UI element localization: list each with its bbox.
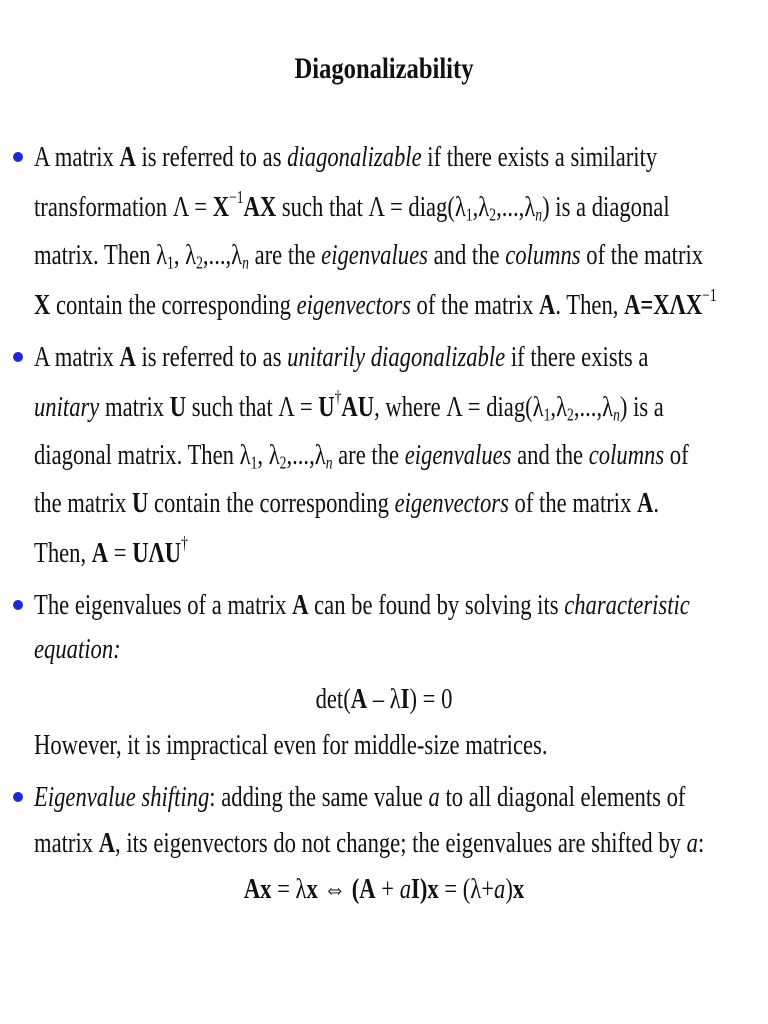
bold-symbol: A: [350, 683, 368, 715]
subscript: 1: [465, 204, 473, 225]
text-run: .: [653, 487, 660, 519]
bold-symbol: A: [98, 827, 116, 859]
italic-term: eigenvectors: [394, 487, 509, 519]
text-run: contain the corresponding: [50, 289, 297, 321]
text-run: if there exists a similarity: [421, 141, 658, 173]
text-run: , λ: [173, 239, 197, 271]
text-line: [34, 238, 703, 272]
text-line: [34, 186, 670, 225]
text-run: of the matrix: [508, 487, 638, 519]
text-run: ,...,λ: [286, 439, 326, 471]
italic-term: a: [686, 827, 698, 859]
text-run: = λ: [271, 873, 307, 905]
bold-symbol: (A: [351, 873, 376, 905]
text-run: ,...,λ: [496, 191, 536, 223]
bold-symbol: A: [119, 141, 136, 173]
text-run: ): [505, 873, 513, 905]
text-line: [34, 632, 121, 666]
subscript: n: [325, 452, 333, 473]
text-line: [34, 826, 704, 860]
bold-symbol: X: [34, 289, 51, 321]
text-run: are the: [332, 439, 405, 471]
text-run: ,...,λ: [573, 391, 614, 423]
text-run: such that Λ =: [186, 391, 319, 423]
bold-symbol: X: [212, 191, 230, 223]
italic-term: a: [494, 873, 506, 905]
bold-symbol: x: [512, 873, 525, 905]
italic-term: characteristic: [564, 589, 690, 621]
text-run: =: [108, 537, 133, 569]
text-run: ,λ: [472, 191, 490, 223]
text-line: [34, 386, 664, 425]
text-run: det(: [315, 683, 351, 715]
subscript: n: [242, 252, 249, 273]
text-run: such that Λ = diag(λ: [276, 191, 466, 223]
text-line: [34, 140, 657, 174]
text-run: to all diagonal elements of: [439, 781, 686, 813]
italic-term: a: [428, 781, 440, 813]
text-line: [34, 728, 548, 762]
slide-title: Diagonalizability: [294, 52, 474, 85]
text-line: [34, 532, 188, 570]
subscript: 1: [543, 404, 551, 425]
text-run: if there exists a: [505, 341, 649, 373]
subscript: n: [613, 404, 620, 425]
text-run: :: [697, 827, 705, 859]
bullet-icon: [13, 792, 23, 802]
text-run: contain the corresponding: [148, 487, 395, 519]
superscript: −1: [229, 186, 244, 207]
text-run: transformation Λ =: [34, 191, 213, 223]
text-run: ⇔: [317, 873, 352, 905]
subscript: 2: [196, 252, 203, 273]
italic-term: a: [399, 873, 412, 905]
superscript: −1: [702, 284, 717, 305]
text-run: of the matrix: [580, 239, 704, 271]
text-line: [34, 588, 690, 622]
text-run: of the matrix: [410, 289, 540, 321]
italic-term: unitary: [34, 391, 100, 423]
italic-term: diagonalizable: [287, 141, 422, 173]
text-run: of: [664, 439, 689, 471]
italic-term: eigenvalues: [404, 439, 512, 471]
italic-term: eigenvectors: [296, 289, 411, 321]
bold-symbol: U: [169, 391, 187, 423]
bold-symbol: I: [400, 683, 410, 715]
text-run: , its eigenvectors do not change; the eigenvalues are shifted by: [115, 827, 687, 859]
text-run: ) = 0: [409, 683, 453, 715]
bullet-icon: [13, 600, 23, 610]
subscript: 2: [279, 452, 287, 473]
text-run: ) is a: [619, 391, 664, 423]
bold-symbol: I)x: [411, 873, 439, 905]
text-line: [34, 486, 659, 520]
italic-term: Eigenvalue shifting: [34, 781, 210, 813]
bold-symbol: U: [318, 391, 335, 423]
text-run: is referred to as: [135, 341, 288, 373]
text-run: matrix: [99, 391, 170, 423]
superscript: †: [181, 532, 188, 553]
subscript: 2: [489, 204, 497, 225]
bold-symbol: Ax: [243, 873, 272, 905]
text-run: matrix: [34, 827, 99, 859]
subscript: 1: [250, 452, 258, 473]
bullet-icon: [13, 352, 23, 362]
text-run: and the: [427, 239, 506, 271]
text-run: ,λ: [550, 391, 568, 423]
bullet-icon: [13, 152, 23, 162]
bold-symbol: x: [306, 873, 318, 905]
text-run: is referred to as: [135, 141, 288, 173]
bold-symbol: A=XΛX: [624, 289, 703, 321]
equation-characteristic: [84, 682, 683, 716]
text-run: ) is a diagonal: [542, 191, 670, 223]
superscript: †: [334, 386, 342, 407]
text-run: diagonal matrix. Then λ: [34, 439, 251, 471]
italic-term: equation:: [34, 633, 121, 665]
text-run: However, it is impractical even for middle-size matrices.: [34, 729, 548, 761]
text-run: , λ: [257, 439, 280, 471]
text-run: , where Λ = diag(λ: [374, 391, 544, 423]
bold-symbol: AU: [341, 391, 375, 423]
subscript: 2: [567, 404, 574, 425]
equation-eigenvalue-shift: [84, 872, 683, 906]
italic-term: columns: [505, 239, 581, 271]
subscript: n: [535, 204, 543, 225]
text-run: and the: [511, 439, 589, 471]
text-run: The eigenvalues of a matrix: [34, 589, 293, 621]
italic-term: eigenvalues: [321, 239, 428, 271]
bold-symbol: A: [292, 589, 309, 621]
text-run: can be found by solving its: [308, 589, 565, 621]
bold-symbol: A: [119, 341, 136, 373]
text-run: the matrix: [34, 487, 132, 519]
text-line: [34, 438, 689, 472]
text-run: are the: [248, 239, 322, 271]
text-run: – λ: [367, 683, 401, 715]
italic-term: unitarily diagonalizable: [287, 341, 506, 373]
text-run: A matrix: [34, 341, 120, 373]
text-line: [34, 780, 685, 814]
text-line: [34, 284, 717, 322]
bold-symbol: A: [539, 289, 556, 321]
bold-symbol: UΛU: [132, 537, 182, 569]
text-run: +: [375, 873, 400, 905]
text-run: matrix. Then λ: [34, 239, 168, 271]
text-run: ,...,λ: [202, 239, 243, 271]
bold-symbol: AX: [243, 191, 277, 223]
bold-symbol: A: [91, 537, 109, 569]
bold-symbol: U: [131, 487, 149, 519]
text-run: . Then,: [555, 289, 625, 321]
bold-symbol: A: [637, 487, 654, 519]
text-run: : adding the same value: [209, 781, 429, 813]
italic-term: columns: [588, 439, 665, 471]
text-run: Then,: [34, 537, 92, 569]
text-run: = (λ+: [438, 873, 495, 905]
text-line: [34, 340, 648, 374]
subscript: 1: [167, 252, 174, 273]
text-run: A matrix: [34, 141, 120, 173]
